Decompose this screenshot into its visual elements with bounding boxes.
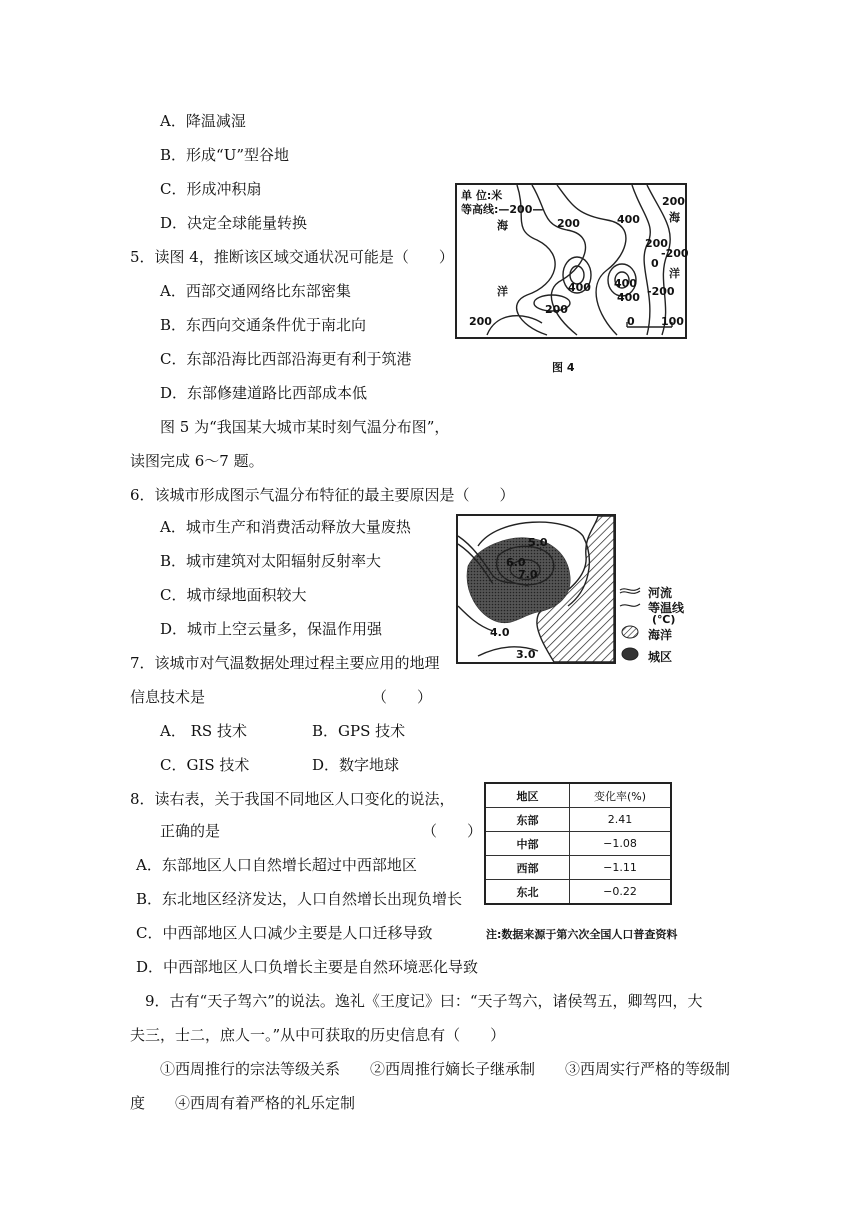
q5-option-a: A．西部交通网络比东部密集 bbox=[160, 282, 351, 300]
intro-6-7-line1: 图 5 为“我国某大城市某时刻气温分布图”， bbox=[160, 418, 450, 436]
q5-stem: 5．读图 4，推断该区域交通状况可能是（ ） bbox=[130, 248, 454, 266]
q5-option-d: D．东部修建道路比西部成本低 bbox=[160, 384, 368, 402]
q9-line1: 9．古有“天子驾六”的说法。逸礼《王度记》曰：“天子驾六，诸侯驾五，卿驾四，大 bbox=[145, 992, 703, 1010]
table-row bbox=[485, 832, 671, 856]
table-cell-rate: −0.22 bbox=[570, 880, 672, 905]
table-cell-region: 中部 bbox=[485, 832, 570, 856]
fig4-scale-zero: 0 bbox=[627, 315, 635, 328]
q4-option-a: A．降温减湿 bbox=[160, 112, 246, 130]
fig4-contour-legend: 等高线:—200— bbox=[461, 203, 544, 216]
legend-isotherm-unit: (℃) bbox=[652, 613, 676, 626]
table-header-row bbox=[485, 783, 671, 808]
table-header-cell: 变化率(%) bbox=[570, 783, 672, 808]
fig4-contour-label: 400 bbox=[614, 277, 637, 290]
q7-stem-line2: 信息技术是 bbox=[130, 688, 206, 706]
q8-option-a: A．东部地区人口自然增长超过中西部地区 bbox=[136, 856, 417, 874]
fig4-caption: 图 4 bbox=[552, 361, 575, 374]
q8-option-d: D．中西部地区人口负增长主要是自然环境恶化导致 bbox=[136, 958, 479, 976]
fig4-contour-label: 200 bbox=[469, 315, 492, 328]
q6-option-a: A．城市生产和消费活动释放大量废热 bbox=[160, 518, 411, 536]
q8-answer-paren: （ ） bbox=[422, 822, 483, 840]
fig4-contour-label: -200 bbox=[661, 247, 689, 260]
table-cell-region: 西部 bbox=[485, 856, 570, 880]
table-row bbox=[485, 880, 671, 905]
fig4-unit-label: 单 位:米 bbox=[461, 189, 503, 202]
legend-isotherm: 等温线 bbox=[648, 601, 685, 615]
q4-option-d: D．决定全球能量转换 bbox=[160, 214, 308, 232]
q7-option-c: C．GIS 技术 bbox=[160, 756, 250, 774]
legend-symbols-svg bbox=[618, 584, 642, 666]
q6-option-d: D．城市上空云量多，保温作用强 bbox=[160, 620, 383, 638]
fig4-scale-hundred: 100 bbox=[661, 315, 684, 328]
fig4-contour-label: 200 bbox=[645, 237, 668, 250]
table-cell-rate: −1.08 bbox=[570, 832, 672, 856]
fig4-sea-label-left: 海 bbox=[497, 219, 508, 232]
isotherm-label: 4.0 bbox=[490, 626, 510, 639]
fig4-contour-label: 200 bbox=[662, 195, 685, 208]
legend-river: 河流 bbox=[648, 586, 673, 600]
fig5-legend bbox=[618, 584, 698, 666]
q5-option-b: B．东西向交通条件优于南北向 bbox=[160, 316, 367, 334]
fig4-contour-label: 0 bbox=[651, 257, 659, 270]
q7-option-d: D．数字地球 bbox=[312, 756, 400, 774]
q7-option-b: B．GPS 技术 bbox=[312, 722, 406, 740]
table-note: 注:数据来源于第六次全国人口普查资料 bbox=[486, 928, 678, 941]
q5-option-c: C．东部沿海比西部沿海更有利于筑港 bbox=[160, 350, 412, 368]
q7-answer-paren: （ ） bbox=[372, 688, 433, 706]
fig4-contour-label: 400 bbox=[617, 291, 640, 304]
table-cell-rate: 2.41 bbox=[570, 808, 672, 832]
q7-stem-line1: 7．该城市对气温数据处理过程主要应用的地理 bbox=[130, 654, 440, 672]
q4-option-c: C．形成冲积扇 bbox=[160, 180, 262, 198]
table-header-cell: 地区 bbox=[485, 783, 570, 808]
q8-stem-line1: 8．读右表，关于我国不同地区人口变化的说法， bbox=[130, 790, 455, 808]
table-row bbox=[485, 808, 671, 832]
fig4-sea-label-top: 海 bbox=[669, 211, 680, 224]
isotherm-label: 7.0 bbox=[518, 568, 538, 581]
intro-6-7-line2: 读图完成 6～7 题。 bbox=[130, 452, 264, 470]
figure-4-contour-map bbox=[455, 183, 687, 339]
q9-line2: 夫三，士二，庶人一。”从中可获取的历史信息有（ ） bbox=[130, 1026, 506, 1044]
legend-urban: 城区 bbox=[648, 650, 673, 664]
fig4-ocean-label-right: 洋 bbox=[669, 267, 680, 280]
fig4-contour-label: 400 bbox=[568, 281, 591, 294]
q6-option-b: B．城市建筑对太阳辐射反射率大 bbox=[160, 552, 382, 570]
legend-ocean: 海洋 bbox=[648, 628, 673, 642]
table-row bbox=[485, 856, 671, 880]
table-cell-rate: −1.11 bbox=[570, 856, 672, 880]
table-cell-region: 东北 bbox=[485, 880, 570, 905]
isotherm-label: 3.0 bbox=[516, 648, 536, 661]
fig4-contour-label: 200 bbox=[545, 303, 568, 316]
q9-line4: 度 ④西周有着严格的礼乐定制 bbox=[130, 1094, 356, 1112]
q6-option-c: C．城市绿地面积较大 bbox=[160, 586, 307, 604]
q7-option-a: A． RS 技术 bbox=[160, 722, 247, 740]
fig4-contour-label: 400 bbox=[617, 213, 640, 226]
figure-5-isotherm-map bbox=[456, 514, 616, 664]
isotherm-label: 6.0 bbox=[506, 556, 526, 569]
q8-option-b: B．东北地区经济发达，人口自然增长出现负增长 bbox=[136, 890, 463, 908]
q4-option-b: B．形成“U”型谷地 bbox=[160, 146, 290, 164]
table-cell-region: 东部 bbox=[485, 808, 570, 832]
fig4-contour-label: -200 bbox=[647, 285, 675, 298]
q9-line3: ①西周推行的宗法等级关系 ②西周推行嫡长子继承制 ③西周实行严格的等级制 bbox=[160, 1060, 731, 1078]
fig4-ocean-label-left: 洋 bbox=[497, 285, 508, 298]
isotherm-label: 5.0 bbox=[528, 536, 548, 549]
population-change-table bbox=[484, 782, 672, 905]
q8-option-c: C．中西部地区人口减少主要是人口迁移导致 bbox=[136, 924, 433, 942]
fig4-contour-label: 200 bbox=[557, 217, 580, 230]
q8-stem-line2: 正确的是 bbox=[160, 822, 221, 840]
q6-stem: 6．该城市形成图示气温分布特征的最主要原因是（ ） bbox=[130, 486, 515, 504]
